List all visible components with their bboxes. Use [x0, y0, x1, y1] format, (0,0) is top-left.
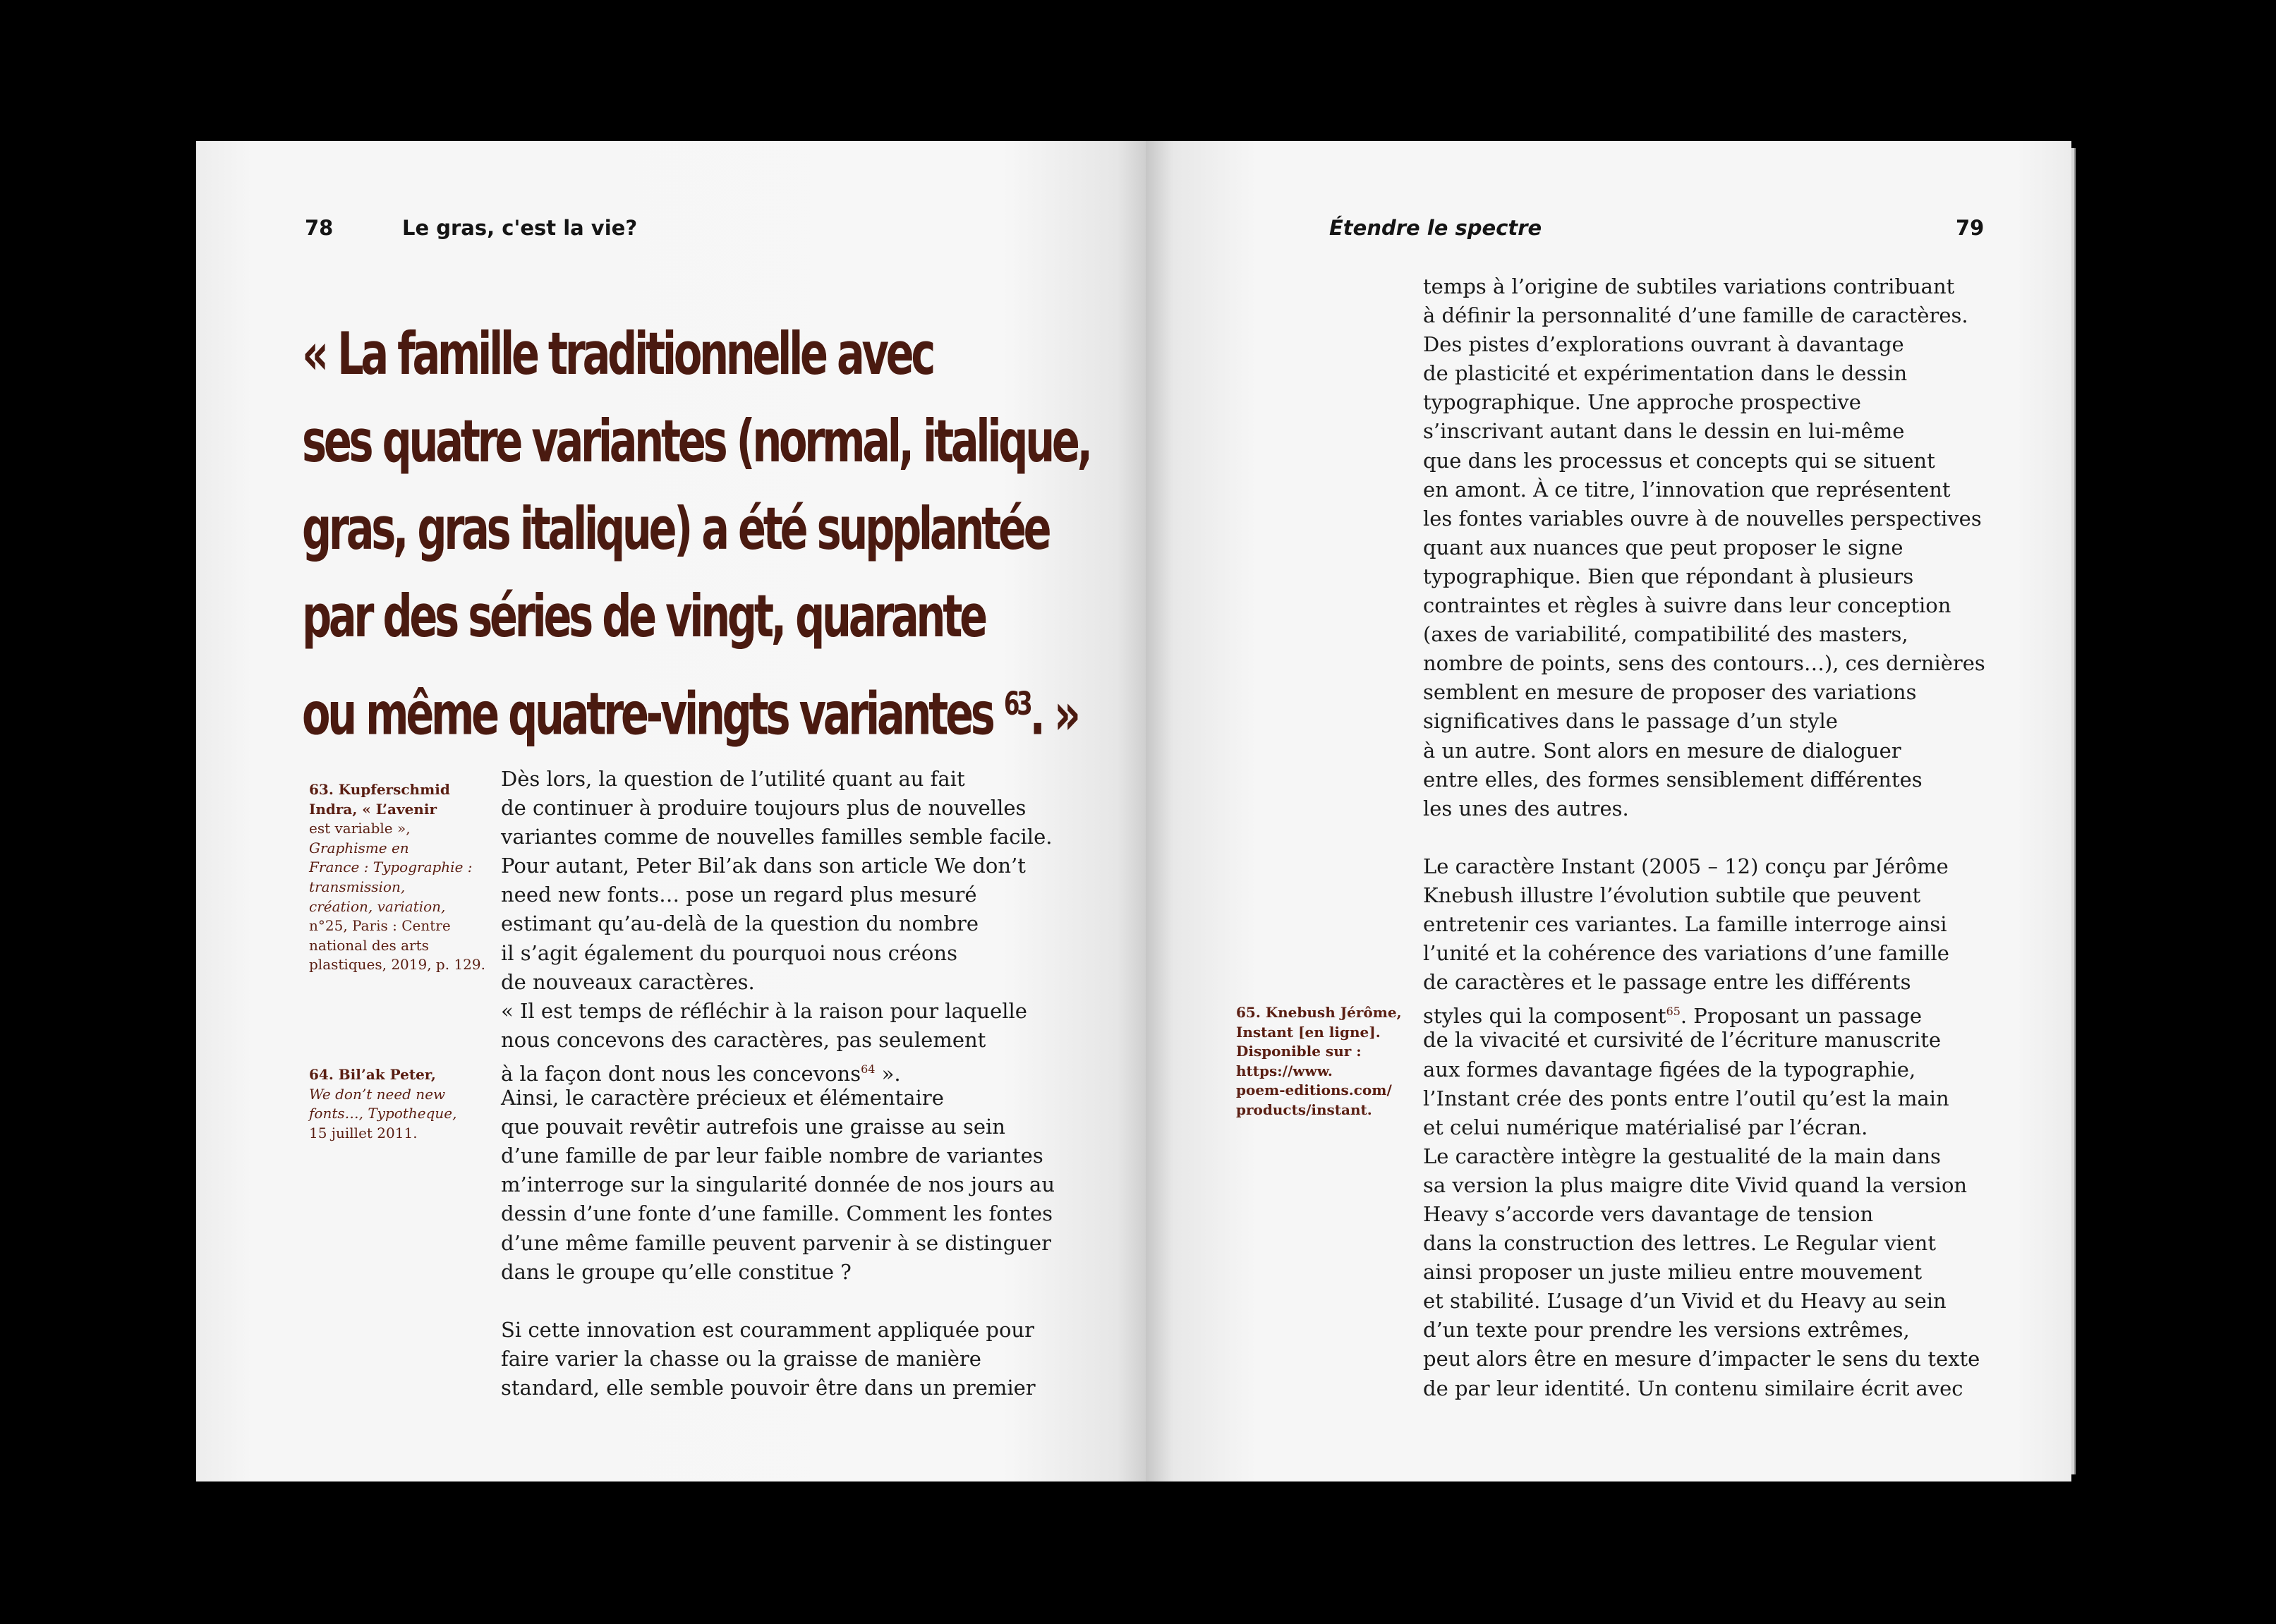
- body-line: « Il est temps de réfléchir à la raison pour laquelle: [501, 998, 1027, 1023]
- body-line: semblent en mesure de proposer des variations: [1423, 680, 1917, 705]
- body-line: les unes des autres.: [1423, 796, 1629, 820]
- note-line: Indra, « L’avenir: [309, 800, 437, 818]
- note-line: Disponible sur :: [1236, 1043, 1362, 1060]
- body-line: Pour autant, Peter Bil’ak dans son article We don’t: [501, 854, 1026, 878]
- body-line: à définir la personnalité d’une famille de caractères.: [1423, 303, 1968, 328]
- page-number: 79: [1956, 216, 1985, 240]
- body-line: need new fonts… pose un regard plus mesuré: [501, 883, 977, 907]
- body-line: s’inscrivant autant dans le dessin en lui-même: [1423, 419, 1905, 444]
- note-line: n°25, Paris : Centre: [309, 917, 451, 935]
- body-line: d’une même famille peuvent parvenir à se distinguer: [501, 1230, 1051, 1255]
- body-line: nombre de points, sens des contours…), ces dernières: [1423, 651, 1985, 676]
- body-line: variantes comme de nouvelles familles semble facile.: [501, 825, 1053, 849]
- body-line: entretenir ces variantes. La famille interroge ainsi: [1423, 912, 1947, 937]
- body-line: de continuer à produire toujours plus de nouvelles: [501, 796, 1027, 820]
- body-line: de nouveaux caractères.: [501, 969, 755, 994]
- body-line: entre elles, des formes sensiblement différentes: [1423, 767, 1923, 792]
- body-line: à la façon dont nous les concevons$^{64}$ ».: [501, 1062, 901, 1086]
- quote-line: par des séries de vingt, quarante: [302, 582, 985, 650]
- note-line: https://www.: [1236, 1062, 1333, 1079]
- note-line: national des arts: [309, 936, 429, 954]
- body-line: Des pistes d’explorations ouvrant à davantage: [1423, 332, 1904, 357]
- body-line: en amont. À ce titre, l’innovation que représentent: [1423, 477, 1951, 502]
- note-line: création, variation,: [309, 897, 446, 915]
- note-line: fonts…, Typotheque,: [309, 1105, 457, 1122]
- note-line: We don’t need new: [309, 1085, 446, 1103]
- body-line: et stabilité. L’usage d’un Vivid et du Heavy au sein: [1423, 1289, 1947, 1314]
- body-line: typographique. Bien que répondant à plusieurs: [1423, 564, 1914, 588]
- body-line: Dès lors, la question de l’utilité quant au fait: [501, 767, 965, 791]
- body-line: ainsi proposer un juste milieu entre mouvement: [1423, 1260, 1923, 1285]
- body-line: d’une famille de par leur faible nombre de variantes: [501, 1144, 1043, 1168]
- body-line: contraintes et règles à suivre dans leur conception: [1423, 593, 1951, 618]
- running-head: Le gras, c'est la vie?: [402, 216, 638, 240]
- note-line: France : Typographie :: [309, 859, 473, 876]
- right-page: [1146, 141, 2071, 1481]
- body-line: Knebush illustre l’évolution subtile que peuvent: [1423, 883, 1921, 907]
- body-line: de caractères et le passage entre les différents: [1423, 970, 1911, 995]
- quote-line: [302, 660, 1078, 758]
- body-line: que dans les processus et concepts qui se situent: [1423, 448, 1935, 473]
- body-line: peut alors être en mesure d’impacter le sens du texte: [1423, 1347, 1980, 1371]
- footnote-ref: 65: [1666, 1005, 1681, 1019]
- page-number: 78: [305, 216, 334, 240]
- body-line: Heavy s’accorde vers davantage de tension: [1423, 1202, 1874, 1226]
- quote-line: gras, gras italique) a été supplantée: [302, 495, 1049, 563]
- body-line: nous concevons des caractères, pas seulement: [501, 1027, 986, 1052]
- body-line: styles qui la composent$^{65}$. Proposant un passage: [1423, 1004, 1923, 1029]
- body-line: que pouvait revêtir autrefois une graisse au sein: [501, 1115, 1005, 1139]
- body-line: estimant qu’au-delà de la question du nombre: [501, 911, 979, 936]
- body-line: Ainsi, le caractère précieux et élémentaire: [501, 1086, 944, 1110]
- note-line: 63. Kupferschmid: [309, 781, 450, 798]
- body-line: de par leur identité. Un contenu similaire écrit avec: [1423, 1376, 1963, 1400]
- pull-quote: [302, 310, 1090, 758]
- note-line: Instant [en ligne].: [1236, 1023, 1381, 1041]
- body-line: typographique. Une approche prospective: [1423, 390, 1861, 415]
- footnote-ref: 63: [1003, 685, 1030, 722]
- body-line: dessin d’une fonte d’une famille. Comment les fontes: [501, 1201, 1053, 1226]
- note-line: est variable »,: [309, 820, 411, 837]
- body-line: dans le groupe qu’elle constitue ?: [501, 1259, 852, 1284]
- body-line: Si cette innovation est couramment appliquée pour: [501, 1317, 1034, 1342]
- body-line: à un autre. Sont alors en mesure de dialoguer: [1423, 738, 1901, 763]
- footnote-64: [309, 1065, 456, 1143]
- quote-line: ses quatre variantes (normal, italique,: [302, 407, 1090, 475]
- body-text-right: [1423, 272, 1985, 1403]
- note-line: transmission,: [309, 878, 406, 895]
- note-line: 64. Bil’ak Peter,: [309, 1066, 436, 1083]
- note-line: products/instant.: [1236, 1101, 1372, 1118]
- body-line: et celui numérique matérialisé par l’écran.: [1423, 1115, 1868, 1139]
- body-line: faire varier la chasse ou la graisse de manière: [501, 1346, 981, 1371]
- body-line: l’unité et la cohérence des variations d’une famille: [1423, 941, 1949, 966]
- note-line: 65. Knebush Jérôme,: [1236, 1004, 1402, 1021]
- footnote-ref: 64: [861, 1062, 876, 1076]
- body-line: (axes de variabilité, compatibilité des masters,: [1423, 622, 1908, 647]
- note-line: poem-editions.com/: [1236, 1081, 1392, 1099]
- body-line: de la vivacité et cursivité de l’écriture manuscrite: [1423, 1028, 1942, 1053]
- body-line: quant aux nuances que peut proposer le signe: [1423, 535, 1903, 559]
- quote-line-text: ou même quatre-vingts variantes: [302, 679, 993, 749]
- body-line: dans la construction des lettres. Le Regular vient: [1423, 1231, 1936, 1256]
- body-line: temps à l’origine de subtiles variations contribuant: [1423, 274, 1955, 298]
- body-line: m’interroge sur la singularité donnée de nos jours au: [501, 1172, 1055, 1197]
- footnote-63: [309, 780, 485, 975]
- note-line: Graphisme en: [309, 839, 409, 856]
- body-line: de plasticité et expérimentation dans le dessin: [1423, 361, 1908, 386]
- body-line: d’un texte pour prendre les versions extrêmes,: [1423, 1318, 1910, 1343]
- body-line: standard, elle semble pouvoir être dans un premier: [501, 1375, 1036, 1400]
- footnote-65: [1236, 1003, 1402, 1120]
- body-text-left: [501, 765, 1055, 1402]
- body-line: aux formes davantage figées de la typographie,: [1423, 1057, 1916, 1081]
- left-page: [196, 141, 1146, 1481]
- body-line: il s’agit également du pourquoi nous créons: [501, 940, 957, 965]
- quote-close: . »: [1029, 679, 1078, 749]
- body-line: les fontes variables ouvre à de nouvelles perspectives: [1423, 506, 1982, 531]
- body-line: sa version la plus maigre dite Vivid quand la version: [1423, 1172, 1968, 1197]
- body-line: significatives dans le passage d’un style: [1423, 709, 1838, 734]
- note-line: plastiques, 2019, p. 129.: [309, 956, 485, 974]
- body-line: Le caractère Instant (2005 – 12) conçu par Jérôme: [1423, 854, 1949, 878]
- quote-line: « La famille traditionnelle avec: [302, 320, 933, 388]
- body-line: Le caractère intègre la gestualité de la main dans: [1423, 1144, 1941, 1168]
- note-line: 15 juillet 2011.: [309, 1124, 418, 1141]
- running-head: Étendre le spectre: [1329, 216, 1542, 240]
- body-line: l’Instant crée des ponts entre l’outil qu’est la main: [1423, 1086, 1949, 1110]
